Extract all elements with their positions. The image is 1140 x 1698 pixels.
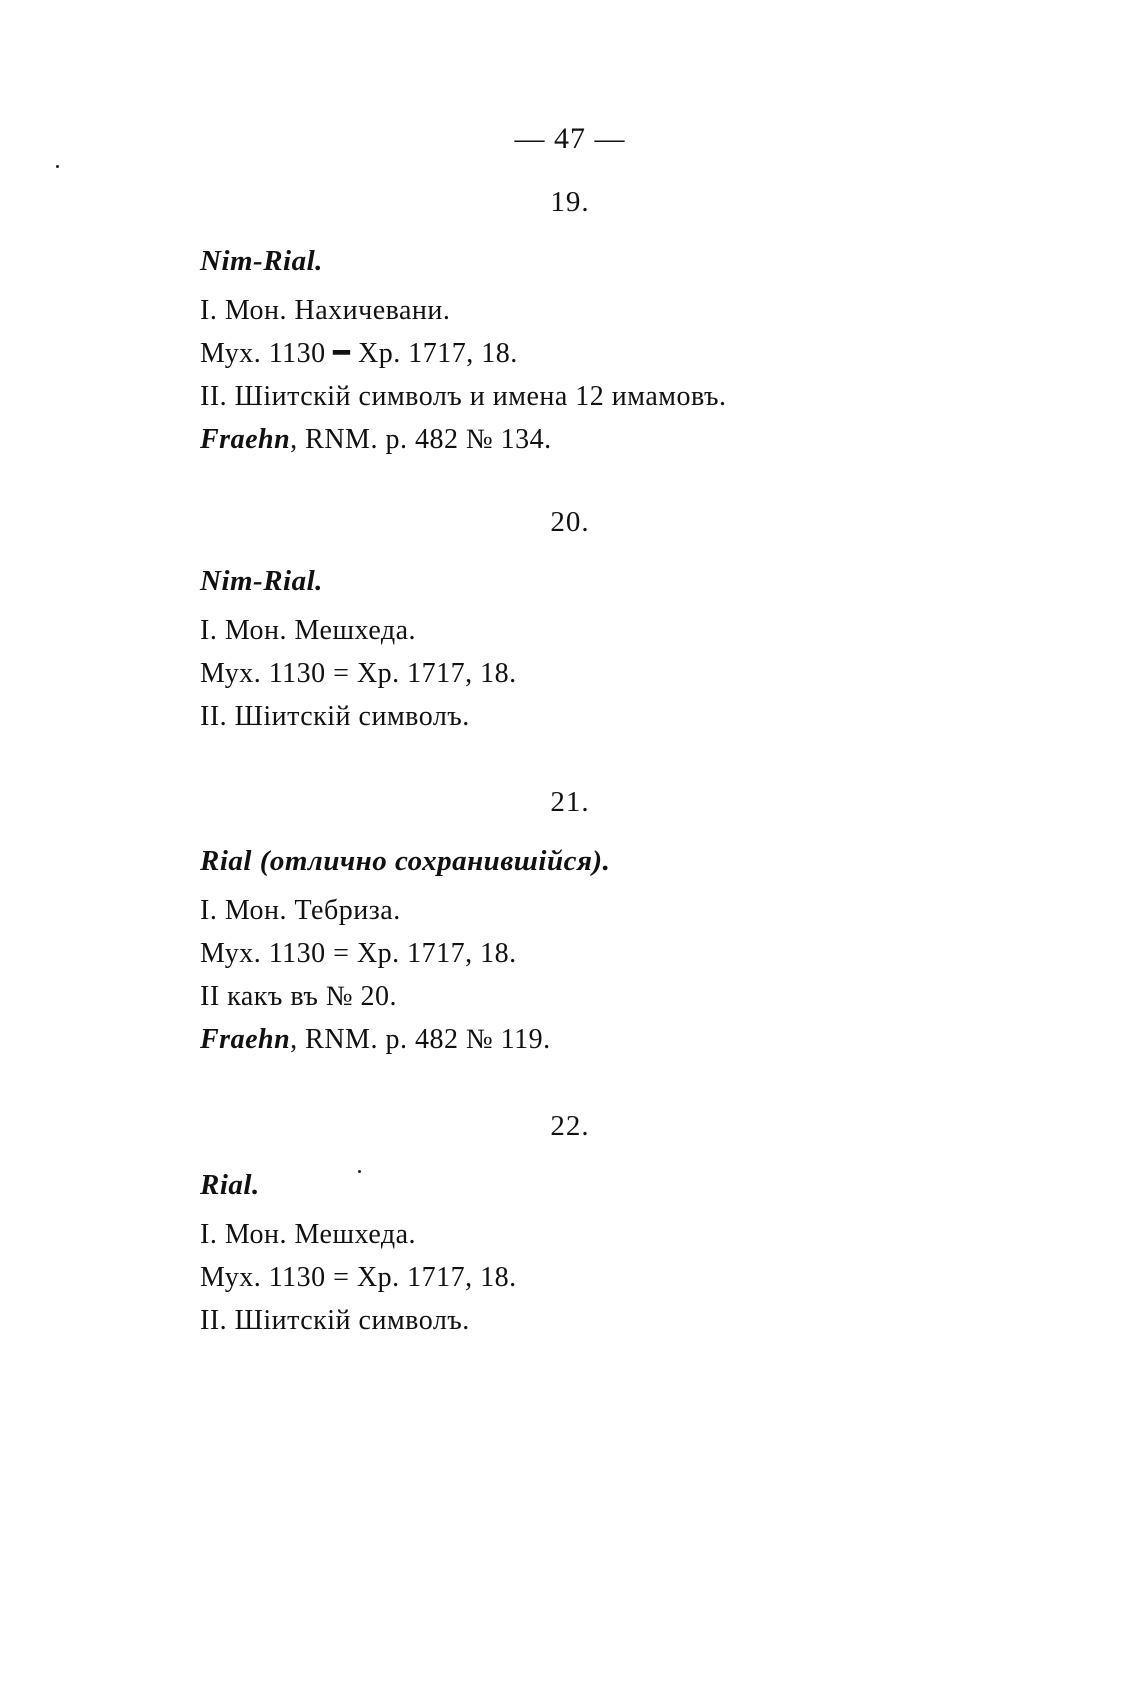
print-speck: [56, 165, 59, 168]
date-line: Мух. 1130 = Хр. 1717, 18.: [200, 938, 517, 969]
page-number: — 47 —: [514, 122, 626, 155]
reverse-line: II. Шiитскiй символъ.: [200, 701, 470, 732]
reverse-line: II. Шiитскiй символъ и имена 12 имамовъ.: [200, 381, 727, 412]
obverse-line: I. Мон. Мешхеда.: [200, 1219, 417, 1250]
coin-title-main: Rial: [200, 845, 252, 877]
coin-title: Nim-Rial.: [200, 245, 323, 277]
date-line: Мух. 1130 = Хр. 1717, 18.: [200, 1262, 517, 1293]
reference-details: , RNM. p. 482 № 119.: [290, 1024, 551, 1055]
entry-number-19: 19.: [550, 186, 590, 218]
coin-title-note: (отлично сохранившiйся).: [251, 845, 611, 877]
entry-19: [200, 240, 1000, 461]
entry-20: [200, 560, 1000, 738]
obverse-line: I. Мон. Нахичевани.: [200, 295, 451, 326]
coin-title: Nim-Rial.: [200, 565, 323, 597]
coin-title: [200, 840, 1000, 883]
reference-author: Fraehn: [200, 1024, 291, 1055]
entry-number-20: 20.: [550, 506, 590, 538]
reverse-line: II. Шiитскiй символъ.: [200, 1305, 470, 1336]
reverse-line: II какъ въ № 20.: [200, 981, 398, 1012]
obverse-line: I. Мон. Мешхеда.: [200, 615, 417, 646]
coin-title: Rial.: [200, 1169, 260, 1201]
entry-number-21: 21.: [550, 786, 590, 818]
obverse-line: I. Мон. Тебриза.: [200, 895, 401, 926]
reference-line: [200, 418, 1000, 461]
entry-21: [200, 840, 1000, 1061]
reference-line: [200, 1018, 1000, 1061]
reference-author: Fraehn: [200, 424, 291, 455]
print-speck: [358, 1170, 361, 1173]
entry-number-22: 22.: [550, 1110, 590, 1142]
date-line: Мух. 1130 ━ Хр. 1717, 18.: [200, 338, 518, 369]
entry-22: [200, 1164, 1000, 1342]
date-line: Мух. 1130 = Хр. 1717, 18.: [200, 658, 517, 689]
reference-details: , RNM. p. 482 № 134.: [290, 424, 552, 455]
